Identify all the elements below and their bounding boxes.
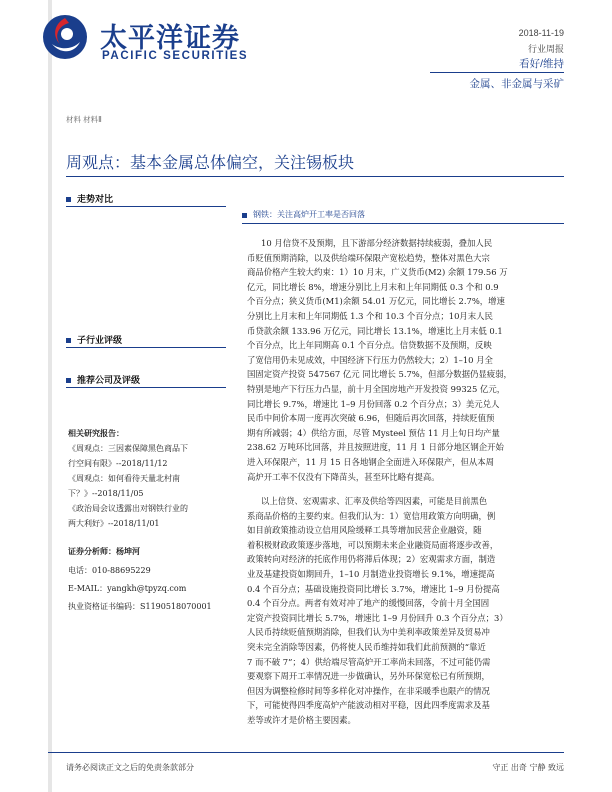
text-line: 个百分点，比上年同期高 0.1 个百分点。信贷数据不及预期，反映 [247,340,492,351]
analyst-phone: 电话：010-88695229 [68,566,151,575]
title-divider [66,176,564,177]
analyst-info [68,544,233,614]
sidebar-divider [66,387,226,388]
related-report-line[interactable]: 两大利好》--2018/11/01 [68,519,160,528]
text-line: 如目前政策推动设立信用风险缓释工具等增加民营企业融资，随 [247,525,482,536]
text-line: 系商品价格的主要约束。但我们认为：1）宽信用政策方向明确，例 [247,510,496,521]
text-line: 要观察下周开工率情况进一步做确认，另外环保宽松已有所预期， [247,671,490,682]
text-line: 政策转向对经济的托底作用仍将滞后体现；2）宏观需求方面，制造 [247,554,496,565]
sector-label: 金属、非金属与采矿 [469,78,564,90]
text-line: 商品价格产生较大约束：1）10 月末，广义货币(M2) 余额 179.56 万 [247,267,508,278]
text-line: 0.4 个百分点。两者有效对冲了地产的缓慢回落，令前十月全国固 [247,598,490,609]
breadcrumb: 材料 材料Ⅱ [66,115,102,124]
company-logo [42,14,272,74]
text-line: 进入环保限产，11 月 15 日各地钢企全面进入环保限产，但从本周 [247,456,495,467]
footer-divider [48,752,564,753]
company-motto: 守正 出奇 宁静 致远 [492,763,564,772]
text-line: 7 而不破 7”；4）供给端尽管高炉开工率尚未回落，不过可能仍需 [247,656,491,667]
disclaimer-note: 请务必阅读正文之后的免责条款部分 [66,763,194,772]
analyst-heading: 证券分析师：杨坤河 [68,546,140,556]
text-line: 10 月信贷不及预期，且下游部分经济数据持续疲弱，叠加人民 [261,238,493,248]
text-line: 国固定资产投资 547567 亿元 同比增长 5.7%，但部分数据仍显疲弱， [247,369,512,380]
bullet-square-icon [66,197,71,202]
text-line: 同比增长 9.7%，增速比 1–9 月份回落 0.2 个百分点；3）美元兑人 [247,398,500,409]
analyst-email[interactable]: E-MAIL：yangkh@tpyzq.com [68,584,187,593]
text-line: 业及基建投资如期回升，1–10 月制造业投资增长 9.1%，增速提高 [247,568,495,579]
logo-mark-icon [42,14,88,60]
text-line: 特别是地产下行压力凸显，前十月全国房地产开发投资 99325 亿元， [247,383,506,394]
bullet-square-icon [242,213,247,218]
text-line: 个百分点；狭义货币(M1)余额 54.01 万亿元，同比增长 2.7%，增速 [247,296,505,307]
text-line: 以上信贷、宏观需求、汇率及供给等四因素，可能是目前黑色 [261,496,488,506]
related-report-line[interactable]: 《周观点：三因素保障黑色商品下 [68,444,188,453]
bullet-square-icon [66,378,71,383]
sub-rating-heading: 子行业评级 [66,333,122,346]
sidebar-divider [66,347,226,348]
related-report-line[interactable]: 《周观点：如何看待天量北村南 [68,474,180,483]
related-heading: 相关研究报告： [68,428,124,438]
text-line: 了宽信用仍未见成效，中国经济下行压力仍然较大；2）1–10 月全 [247,354,493,365]
brand-name-cn: 太平洋证券 [100,23,240,53]
header-divider [430,72,564,73]
brand-name-en: PACIFIC SECURITIES [102,50,249,62]
section-divider [242,223,564,224]
rating: 看好/维持 [519,58,564,70]
text-line: 下，可能使得四季度高炉产能波动相对平稳，因此四季度需求及基 [247,700,490,711]
text-line: 定资产投资同比增长 5.7%，增速比 1–9 月份回升 0.3 个百分点；3） [247,612,508,623]
text-line: 0.4 个百分点；基础设施投资同比增长 3.7%，增速比 1–9 月份提高 [247,583,500,594]
text-line: 币贷款余额 133.96 万亿元，同比增长 13.1%，增速比上月末低 0.1 [247,325,503,336]
text-line: 238.62 万吨环比回落，并且按照进度，11 月 1 日部分地区钢企开始 [247,442,504,453]
paragraph-2 [247,494,567,728]
text-line: 人民币持续贬值预期消除，但我们认为中美利率政策差异及贸易冲 [247,627,490,638]
text-line: 币贬值预期消除，以及供给端环保限产宽松趋势，整体对黑色大宗 [247,252,490,263]
related-report-line[interactable]: 下？》--2018/11/05 [68,489,144,498]
related-report-line[interactable]: 行空间有限》--2018/11/12 [68,459,168,468]
report-date: 2018-11-19 [518,28,564,38]
section-heading: 钢铁：关注高炉开工率是否回落 [242,209,365,220]
text-line: 分别比上月末和上年同期低 1.3 个和 10.3 个百分点；10月末人民 [247,310,493,321]
text-line: 民币中间价本周一度再次突破 6.96，但随后再次回落，持续贬值预 [247,413,495,424]
report-type: 行业周报 [527,44,564,54]
text-line: 高炉开工率不仅没有下降苗头，甚至环比略有提高。 [247,471,440,482]
page-title: 周观点：基本金属总体偏空，关注锡板块 [66,153,355,172]
related-report-line[interactable]: 《政治局会议透露出对钢铁行业的 [68,504,188,513]
text-line: 但因为调整检修时间等多样化对冲操作，在非采暖季也限产的情况 [247,685,490,696]
sidebar-divider [66,206,226,207]
recommend-heading: 推荐公司及评级 [66,373,140,386]
left-margin-bar [48,0,52,792]
text-line: 差等或许才是价格主要因素。 [247,714,356,725]
related-reports [68,426,233,531]
text-line: 着积极财政政策逐步落地，可以预期未来企业融资局面将逐步改善， [247,539,499,550]
text-line: 突未完全消除等因素，仍将使人民币维持如我们此前预测的“靠近 [247,641,486,652]
analyst-license: 执业资格证书编码：S1190518070001 [68,602,212,611]
paragraph-1 [247,236,567,484]
text-line: 期有所减弱；4）供给方面，尽管 Mysteel 预估 11 月上旬日均产量 [247,427,500,438]
trend-heading: 走势对比 [66,192,113,205]
bullet-square-icon [66,338,71,343]
text-line: 亿元，同比增长 8%，增速分别比上月末和上年同期低 0.3 个和 0.9 [247,281,499,292]
